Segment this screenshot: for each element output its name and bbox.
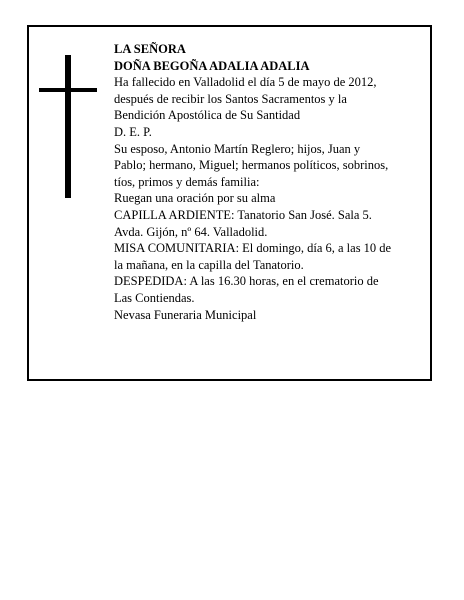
chapel-line: CAPILLA ARDIENTE: Tanatorio San José. Sala 5. xyxy=(114,207,372,222)
dep-line: D. E. P. xyxy=(114,124,152,139)
body-line: tíos, primos y demás familia: xyxy=(114,174,260,189)
heading-title: LA SEÑORA xyxy=(114,42,186,56)
body-line: Ha fallecido en Valladolid el día 5 de mayo de 2012, xyxy=(114,75,377,90)
obituary-text xyxy=(114,41,426,323)
cross-horizontal-bar xyxy=(39,88,97,92)
farewell-detail-line: Las Contiendas. xyxy=(114,290,195,305)
deceased-name: DOÑA BEGOÑA ADALIA ADALIA xyxy=(114,58,310,73)
farewell-line: DESPEDIDA: A las 16.30 horas, en el crematorio de xyxy=(114,274,379,289)
mass-detail-line: la mañana, en la capilla del Tanatorio. xyxy=(114,257,304,272)
body-line: después de recibir los Santos Sacramentos y la xyxy=(114,91,347,106)
mass-line: MISA COMUNITARIA: El domingo, día 6, a las 10 de xyxy=(114,241,392,256)
body-line: Pablo; hermano, Miguel; hermanos políticos, sobrinos, xyxy=(114,158,389,173)
funeral-home-line: Nevasa Funeraria Municipal xyxy=(114,307,257,322)
address-line: Avda. Gijón, nº 64. Valladolid. xyxy=(114,224,268,239)
cross-vertical-bar xyxy=(65,55,71,198)
cross-icon xyxy=(39,55,97,198)
obituary-notice xyxy=(27,25,432,381)
body-line: Ruegan una oración por su alma xyxy=(114,191,276,206)
body-line: Bendición Apostólica de Su Santidad xyxy=(114,108,301,123)
body-line: Su esposo, Antonio Martín Reglero; hijos, Juan y xyxy=(114,141,361,156)
